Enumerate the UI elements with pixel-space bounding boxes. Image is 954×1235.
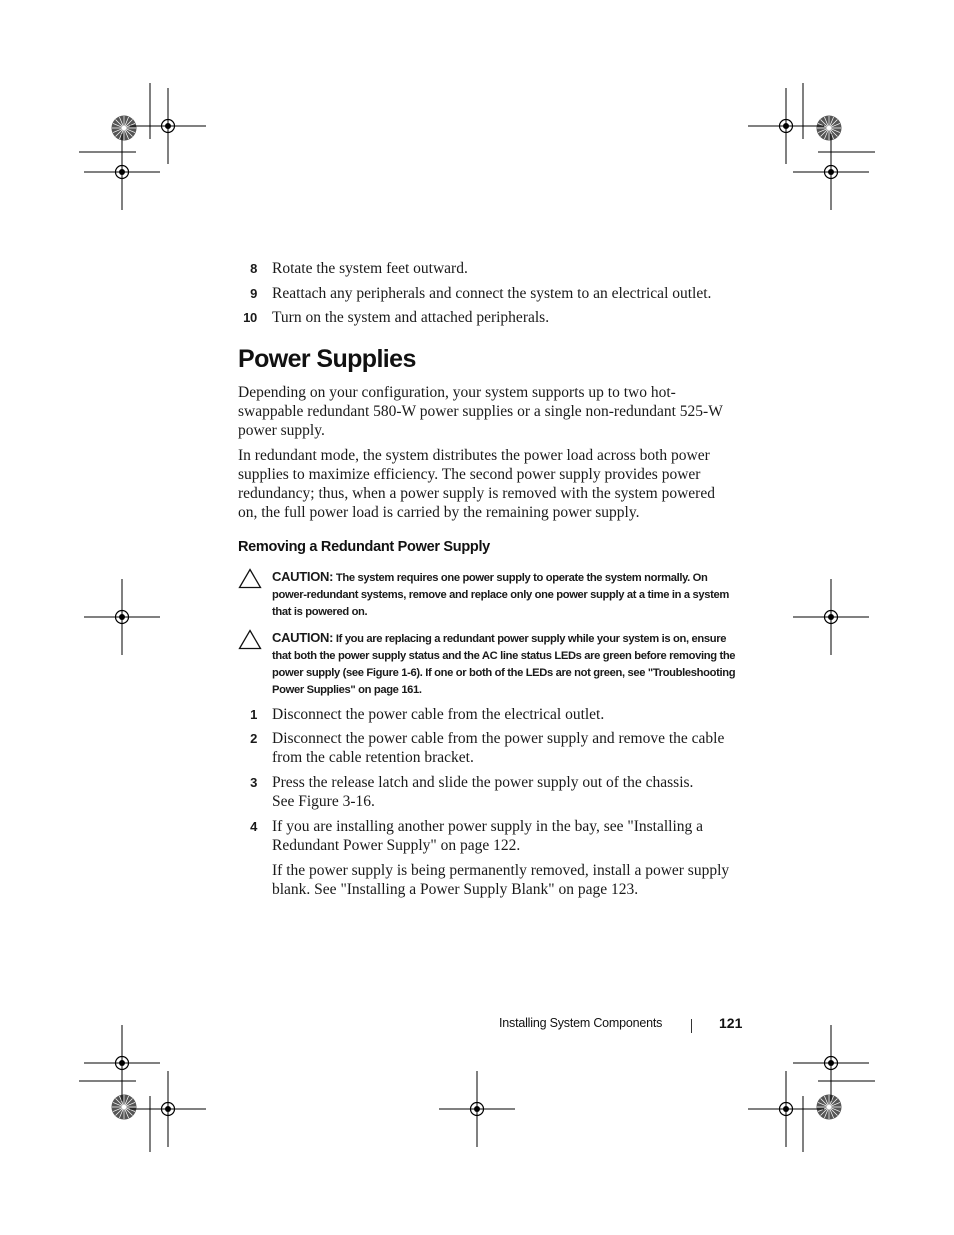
registration-mark-icon — [748, 1071, 824, 1147]
footer-divider — [691, 1019, 692, 1033]
intro-paragraph: In redundant mode, the system distributes the power load across both power supplies to maximize efficiency. The second power supply provides power redundancy; thus, when a power supply is removed with the system powered on, the full power load is carried by the remaining power supply. — [238, 447, 715, 521]
registration-mark-icon — [84, 1025, 160, 1101]
caution-label: CAUTION: — [272, 630, 334, 645]
registration-mark-icon — [84, 579, 160, 655]
registration-mark-icon — [748, 88, 824, 164]
step-number: 9 — [250, 286, 257, 301]
color-wheel-icon — [112, 116, 137, 141]
step-number: 4 — [250, 819, 257, 834]
footer-chapter: Installing System Components — [499, 1016, 663, 1030]
step-number: 8 — [250, 261, 257, 276]
page-number: 121 — [719, 1015, 743, 1031]
step-text: Turn on the system and attached peripherals. — [272, 309, 550, 326]
color-wheel-icon — [817, 1095, 842, 1120]
registration-mark-icon — [130, 88, 206, 164]
step-text: Rotate the system feet outward. — [272, 260, 468, 277]
step-text: Press the release latch and slide the power supply out of the chassis. — [272, 774, 694, 791]
step-text: If you are installing another power supply in the bay, see "Installing a Redundant Power Supply" on page 122. — [272, 818, 704, 854]
color-wheel-icon — [817, 116, 842, 141]
step-number: 1 — [250, 707, 257, 722]
registration-mark-icon — [84, 134, 160, 210]
registration-mark-icon — [130, 1071, 206, 1147]
step-note: If the power supply is being permanently removed, install a power supply blank. See "Installing a Power Supply Blank" on page 123. — [272, 862, 730, 898]
caution-text: The system requires one power supply to operate the system normally. On power-redundant systems, remove and replace only one power supply at a time in a system that is powered on. — [272, 572, 729, 618]
registration-mark-icon — [439, 1071, 515, 1147]
figure-reference: See Figure 3-16. — [272, 793, 375, 810]
subsection-title: Removing a Redundant Power Supply — [238, 539, 490, 555]
step-number: 2 — [250, 731, 257, 746]
section-title: Power Supplies — [238, 345, 416, 373]
registration-mark-icon — [793, 579, 869, 655]
step-number: 10 — [243, 310, 257, 325]
step-number: 3 — [250, 775, 257, 790]
color-wheel-icon — [112, 1095, 137, 1120]
intro-paragraph: Depending on your configuration, your system supports up to two hot-swappable redundant 580-W power supplies or a single non-redundant 525-W power supply. — [238, 384, 723, 439]
registration-mark-icon — [793, 134, 869, 210]
step-text: Disconnect the power cable from the power supply and remove the cable from the cable retention bracket. — [272, 730, 725, 766]
caution-label: CAUTION: — [272, 569, 334, 584]
registration-mark-icon — [793, 1025, 869, 1101]
caution-text: If you are replacing a redundant power supply while your system is on, ensure that both the power supply status and the AC line status LEDs are green before removing the power supply (see Figure 1-6). If one or both of the LEDs are not green, see "Troubleshooting Power Supplies" on page 161. — [272, 633, 736, 696]
caution-triangle-icon — [238, 629, 262, 650]
step-text: Reattach any peripherals and connect the system to an electrical outlet. — [272, 285, 712, 302]
step-text: Disconnect the power cable from the electrical outlet. — [272, 706, 605, 723]
caution-triangle-icon — [238, 568, 262, 589]
